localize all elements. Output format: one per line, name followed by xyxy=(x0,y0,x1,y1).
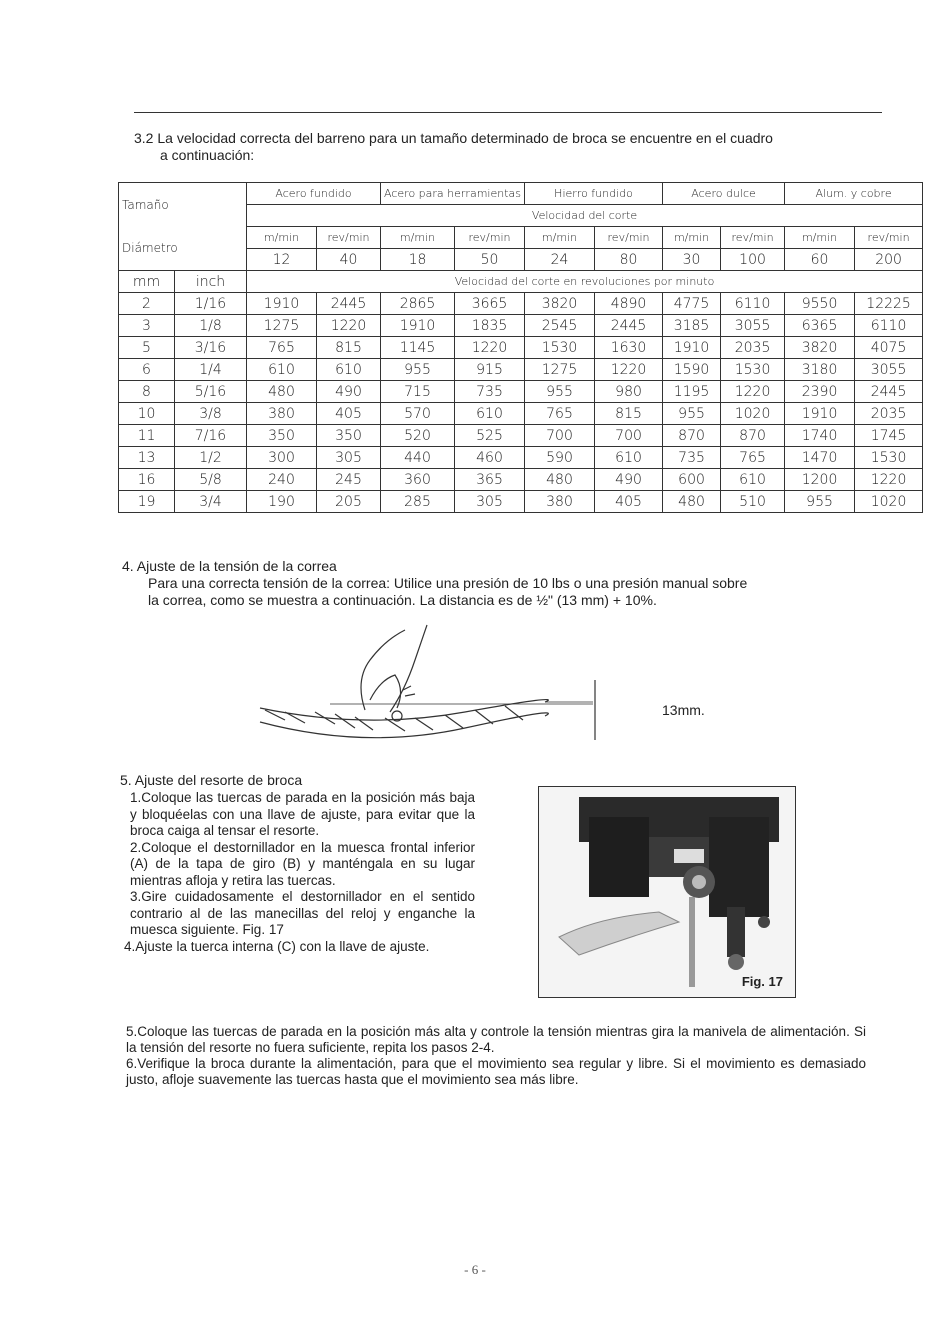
rpm-cell: 600 xyxy=(663,469,721,491)
diameter-mm-cell: 6 xyxy=(119,359,175,381)
tamano-label: Tamaño xyxy=(119,183,247,227)
unit-header: m/min xyxy=(381,227,455,249)
rpm-cell: 190 xyxy=(247,491,317,513)
intro-paragraph xyxy=(134,130,894,164)
speed-value: 24 xyxy=(525,249,595,271)
rpm-cell: 350 xyxy=(247,425,317,447)
rpm-cell: 1910 xyxy=(785,403,855,425)
rpm-cell: 245 xyxy=(317,469,381,491)
diameter-mm-cell: 16 xyxy=(119,469,175,491)
step-number: 5. xyxy=(126,1024,138,1039)
rpm-cell: 915 xyxy=(455,359,525,381)
page-number: - 6 - xyxy=(464,1262,486,1277)
rpm-cell: 815 xyxy=(595,403,663,425)
rpm-cell: 2865 xyxy=(381,293,455,315)
rpm-cell: 1745 xyxy=(855,425,923,447)
rpm-cell: 715 xyxy=(381,381,455,403)
rpm-cell: 4775 xyxy=(663,293,721,315)
speed-value: 50 xyxy=(455,249,525,271)
unit-header: m/min xyxy=(525,227,595,249)
section-5 xyxy=(120,772,475,955)
speed-value: 60 xyxy=(785,249,855,271)
rpm-cell: 305 xyxy=(455,491,525,513)
rpm-cell: 1020 xyxy=(721,403,785,425)
rpm-cell: 700 xyxy=(595,425,663,447)
step-number: 4. xyxy=(124,938,136,954)
rpm-cell: 1835 xyxy=(455,315,525,337)
step-number: 2. xyxy=(130,839,142,855)
diameter-mm-cell: 19 xyxy=(119,491,175,513)
rpm-cell: 1145 xyxy=(381,337,455,359)
rpm-cell: 1910 xyxy=(381,315,455,337)
rpm-cell: 520 xyxy=(381,425,455,447)
rpm-cell: 610 xyxy=(721,469,785,491)
rpm-cell: 1275 xyxy=(247,315,317,337)
rpm-cell: 1630 xyxy=(595,337,663,359)
section-4-title: 4. Ajuste de la tensión de la correa xyxy=(122,558,337,574)
step-item xyxy=(120,840,475,890)
section-4 xyxy=(122,558,902,609)
rpm-cell: 1470 xyxy=(785,447,855,469)
material-header: Acero fundido xyxy=(247,183,381,205)
unit-header: rev/min xyxy=(317,227,381,249)
rpm-cell: 870 xyxy=(663,425,721,447)
step-number: 6. xyxy=(126,1056,138,1071)
rpm-cell: 2445 xyxy=(595,315,663,337)
table-row xyxy=(119,293,923,315)
mm-header: mm xyxy=(119,271,175,293)
speed-value: 30 xyxy=(663,249,721,271)
rpm-cell: 300 xyxy=(247,447,317,469)
rpm-cell: 1195 xyxy=(663,381,721,403)
diameter-inch-cell: 3/4 xyxy=(175,491,247,513)
diameter-inch-cell: 1/4 xyxy=(175,359,247,381)
rpm-cell: 285 xyxy=(381,491,455,513)
speed-value: 40 xyxy=(317,249,381,271)
rpm-cell: 2445 xyxy=(317,293,381,315)
rpm-cell: 735 xyxy=(455,381,525,403)
diameter-mm-cell: 11 xyxy=(119,425,175,447)
table-row xyxy=(119,469,923,491)
rpm-cell: 1220 xyxy=(721,381,785,403)
diameter-mm-cell: 10 xyxy=(119,403,175,425)
rpm-cell: 1530 xyxy=(855,447,923,469)
diametro-label: Diámetro xyxy=(119,227,247,271)
rpm-cell: 1275 xyxy=(525,359,595,381)
rpm-cell: 380 xyxy=(247,403,317,425)
material-header: Acero dulce xyxy=(663,183,785,205)
rpm-cell: 4890 xyxy=(595,293,663,315)
rpm-cell: 1220 xyxy=(855,469,923,491)
diameter-mm-cell: 3 xyxy=(119,315,175,337)
rpm-cell: 955 xyxy=(663,403,721,425)
section-5-continued xyxy=(126,1024,866,1088)
diameter-inch-cell: 5/16 xyxy=(175,381,247,403)
rpm-cell: 1220 xyxy=(317,315,381,337)
step-number: 3. xyxy=(130,889,142,904)
rpm-cell: 765 xyxy=(525,403,595,425)
step-item xyxy=(120,790,475,840)
rpm-cell: 480 xyxy=(247,381,317,403)
rpm-cell: 490 xyxy=(595,469,663,491)
step-text: Coloque el destornillador en la muesca frontal inferior (A) de la tapa de giro (B) y manténgala en su lugar mientras afloja y retira las tuercas. xyxy=(130,839,475,888)
rpm-cell: 610 xyxy=(317,359,381,381)
rpm-cell: 3180 xyxy=(785,359,855,381)
section-5-title: 5. Ajuste del resorte de broca xyxy=(120,772,303,788)
table-row xyxy=(119,381,923,403)
diameter-mm-cell: 8 xyxy=(119,381,175,403)
diameter-inch-cell: 3/8 xyxy=(175,403,247,425)
rpm-cell: 4075 xyxy=(855,337,923,359)
rpm-cell: 480 xyxy=(525,469,595,491)
unit-header: rev/min xyxy=(595,227,663,249)
rpm-cell: 1740 xyxy=(785,425,855,447)
rpm-cell: 490 xyxy=(317,381,381,403)
speed-value: 100 xyxy=(721,249,785,271)
rpm-cell: 1020 xyxy=(855,491,923,513)
rpm-cell: 350 xyxy=(317,425,381,447)
rpm-cell: 3820 xyxy=(785,337,855,359)
diameter-inch-cell: 3/16 xyxy=(175,337,247,359)
intro-line-2: a continuación: xyxy=(160,147,255,163)
rpm-cell: 360 xyxy=(381,469,455,491)
rpm-cell: 305 xyxy=(317,447,381,469)
rpm-cell: 610 xyxy=(247,359,317,381)
unit-header: m/min xyxy=(785,227,855,249)
rpm-cell: 1530 xyxy=(525,337,595,359)
rpm-cell: 2390 xyxy=(785,381,855,403)
step-number: 1. xyxy=(130,790,142,805)
diameter-inch-cell: 5/8 xyxy=(175,469,247,491)
table-row xyxy=(119,425,923,447)
rpm-cell: 955 xyxy=(785,491,855,513)
rpm-cell: 590 xyxy=(525,447,595,469)
drill-press-photo-icon xyxy=(539,787,795,997)
rpm-cell: 570 xyxy=(381,403,455,425)
belt-tension-illustration xyxy=(255,620,635,750)
rpm-cell: 6365 xyxy=(785,315,855,337)
distance-label: 13mm. xyxy=(662,702,705,718)
diameter-inch-cell: 1/2 xyxy=(175,447,247,469)
rpm-cell: 955 xyxy=(381,359,455,381)
material-header: Acero para herramientas xyxy=(381,183,525,205)
speed-value: 18 xyxy=(381,249,455,271)
rpm-cell: 610 xyxy=(595,447,663,469)
step-item xyxy=(120,939,475,956)
fig-17-photo xyxy=(538,786,796,998)
rpm-cell: 1910 xyxy=(247,293,317,315)
step-text: Coloque las tuercas de parada en la posición más alta y controle la tensión mientras gira la manivela de alimentación. Si la tensión del resorte no fuera suficiente, repita los pasos 2-4. xyxy=(126,1024,866,1055)
rpm-cell: 525 xyxy=(455,425,525,447)
rpm-cell: 12225 xyxy=(855,293,923,315)
rpm-cell: 3820 xyxy=(525,293,595,315)
rpm-cell: 3665 xyxy=(455,293,525,315)
table-row xyxy=(119,447,923,469)
unit-header: rev/min xyxy=(721,227,785,249)
rpm-cell: 2035 xyxy=(721,337,785,359)
rpm-header: Velocidad del corte en revoluciones por minuto xyxy=(247,271,923,293)
rpm-cell: 700 xyxy=(525,425,595,447)
diameter-inch-cell: 1/8 xyxy=(175,315,247,337)
intro-line-1: 3.2 La velocidad correcta del barreno para un tamaño determinado de broca se encuentre en el cuadro xyxy=(134,130,773,146)
speed-value: 200 xyxy=(855,249,923,271)
rpm-cell: 405 xyxy=(595,491,663,513)
rpm-cell: 1590 xyxy=(663,359,721,381)
material-header: Alum. y cobre xyxy=(785,183,923,205)
rpm-cell: 205 xyxy=(317,491,381,513)
rpm-cell: 440 xyxy=(381,447,455,469)
step-item xyxy=(126,1024,866,1056)
diameter-mm-cell: 13 xyxy=(119,447,175,469)
table-row xyxy=(119,337,923,359)
drill-speed-table xyxy=(118,182,923,513)
step-item xyxy=(126,1056,866,1088)
unit-header: m/min xyxy=(247,227,317,249)
rpm-cell: 1910 xyxy=(663,337,721,359)
rpm-cell: 3055 xyxy=(855,359,923,381)
step-item xyxy=(120,889,475,939)
rpm-cell: 870 xyxy=(721,425,785,447)
rpm-cell: 735 xyxy=(663,447,721,469)
rpm-cell: 2035 xyxy=(855,403,923,425)
speed-value: 12 xyxy=(247,249,317,271)
diameter-inch-cell: 7/16 xyxy=(175,425,247,447)
rpm-cell: 3055 xyxy=(721,315,785,337)
material-header: Hierro fundido xyxy=(525,183,663,205)
rpm-cell: 765 xyxy=(247,337,317,359)
rpm-cell: 380 xyxy=(525,491,595,513)
rpm-cell: 510 xyxy=(721,491,785,513)
step-text: Gire cuidadosamente el destornillador en el sentido contrario al de las manecillas del reloj y enganche la muesca siguiente. Fig. 17 xyxy=(130,889,475,937)
rpm-cell: 3185 xyxy=(663,315,721,337)
fig-label: Fig. 17 xyxy=(741,974,783,989)
rpm-cell: 1530 xyxy=(721,359,785,381)
step-text: Verifique la broca durante la alimentación, para que el movimiento sea regular y libre. Si el movimiento es demasiado justo, afloje suavemente las tuercas hasta que el movimiento sea más libre. xyxy=(126,1056,866,1087)
diameter-inch-cell: 1/16 xyxy=(175,293,247,315)
top-rule xyxy=(134,112,882,113)
step-text: Ajuste la tuerca interna (C) con la llave de ajuste. xyxy=(135,938,430,954)
rpm-cell: 815 xyxy=(317,337,381,359)
table-row xyxy=(119,491,923,513)
rpm-cell: 365 xyxy=(455,469,525,491)
unit-header: rev/min xyxy=(855,227,923,249)
rpm-cell: 6110 xyxy=(721,293,785,315)
section-4-line-2: la correa, como se muestra a continuación. La distancia es de ½" (13 mm) + 10%. xyxy=(148,592,657,608)
unit-header: m/min xyxy=(663,227,721,249)
rpm-cell: 9550 xyxy=(785,293,855,315)
inch-header: inch xyxy=(175,271,247,293)
rpm-cell: 980 xyxy=(595,381,663,403)
section-4-line-1: Para una correcta tensión de la correa: Utilice una presión de 10 lbs o una presión manual sobre xyxy=(148,575,748,591)
cutting-speed-header: Velocidad del corte xyxy=(247,205,923,227)
diameter-mm-cell: 5 xyxy=(119,337,175,359)
step-text: Coloque las tuercas de parada en la posición más baja y bloquéelas con una llave de ajuste, para evitar que la broca caiga al tensar el resorte. xyxy=(130,790,475,838)
table-row xyxy=(119,315,923,337)
rpm-cell: 1220 xyxy=(595,359,663,381)
diameter-mm-cell: 2 xyxy=(119,293,175,315)
rpm-cell: 1220 xyxy=(455,337,525,359)
table-row xyxy=(119,403,923,425)
rpm-cell: 2545 xyxy=(525,315,595,337)
rpm-cell: 765 xyxy=(721,447,785,469)
rpm-cell: 610 xyxy=(455,403,525,425)
speed-value: 80 xyxy=(595,249,663,271)
unit-header: rev/min xyxy=(455,227,525,249)
table-row xyxy=(119,359,923,381)
rpm-cell: 955 xyxy=(525,381,595,403)
rpm-cell: 2445 xyxy=(855,381,923,403)
rpm-cell: 405 xyxy=(317,403,381,425)
rpm-cell: 460 xyxy=(455,447,525,469)
rpm-cell: 480 xyxy=(663,491,721,513)
rpm-cell: 1200 xyxy=(785,469,855,491)
rpm-cell: 240 xyxy=(247,469,317,491)
rpm-cell: 6110 xyxy=(855,315,923,337)
